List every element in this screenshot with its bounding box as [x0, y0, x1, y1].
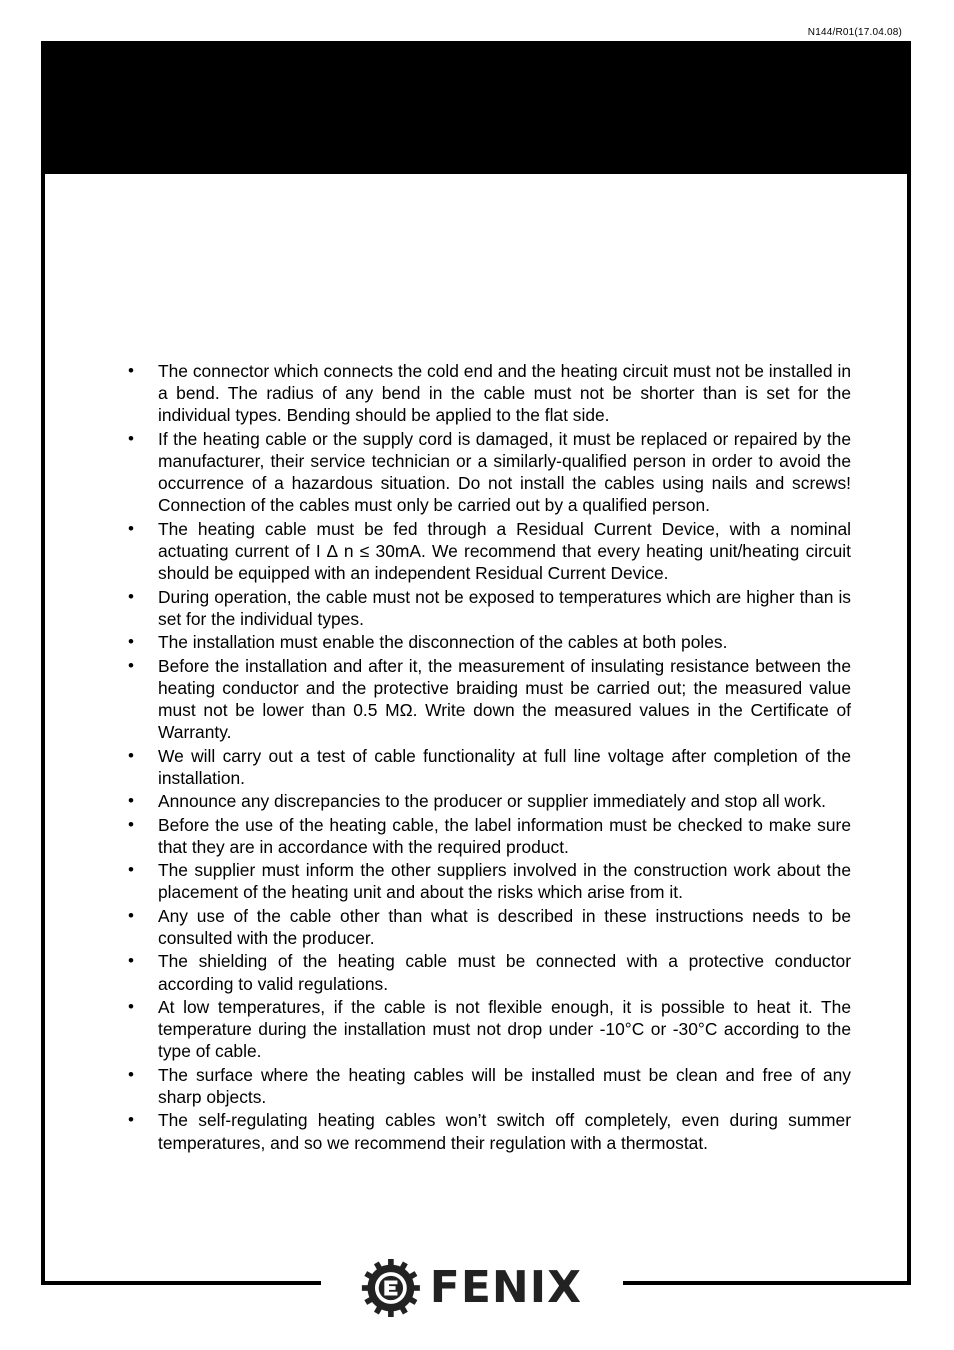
- list-item: [126, 745, 851, 789]
- list-item: [126, 996, 851, 1063]
- instruction-text: Any use of the cable other than what is described in these instructions needs to be consulted with the producer.: [158, 905, 851, 948]
- instruction-text: If the heating cable or the supply cord is damaged, it must be replaced or repaired by the manufacturer, their service technician or a similarly-qualified person in order to avoid the occurrence of a hazardous situation. Do not install the cables using nails and screws! Connection of the cables must only be carried out by a qualified person.: [158, 428, 851, 516]
- bullet: •: [128, 361, 134, 380]
- bullet: •: [128, 1110, 134, 1130]
- bullet: •: [128, 586, 134, 606]
- bullet: •: [128, 518, 134, 538]
- bullet: •: [128, 655, 134, 675]
- bullet: •: [128, 951, 134, 971]
- instruction-text: The heating cable must be fed through a Residual Current Device, with a nominal actuating current of I ∆ n ≤ 30mA. We recommend that every heating unit/heating circuit should be equipped with an independent Residual Current Device.: [158, 518, 851, 584]
- instruction-text: The supplier must inform the other suppliers involved in the construction work about the placement of the heating unit and about the risks which arise from it.: [158, 860, 851, 903]
- list-item: [126, 905, 851, 949]
- instruction-text: The surface where the heating cables will be installed must be clean and free of any sharp objects.: [158, 1064, 851, 1107]
- list-item: [126, 586, 851, 630]
- list-item: [126, 360, 851, 427]
- instruction-text: The installation must enable the disconnection of the cables at both poles.: [158, 632, 728, 653]
- bullet: •: [128, 905, 134, 925]
- bullet: •: [128, 632, 134, 652]
- fenix-logo: [360, 1254, 582, 1322]
- bullet: •: [128, 428, 134, 448]
- instruction-list: [126, 360, 851, 1155]
- instruction-text: The self-regulating heating cables won’t switch off completely, even during summer temperatures, and so we recommend their regulation with a thermostat.: [158, 1110, 851, 1153]
- bullet: •: [128, 996, 134, 1016]
- header-band: [45, 41, 907, 174]
- instruction-text: Before the installation and after it, the measurement of insulating resistance between the heating conductor and the protective braiding must be carried out; the measured value must not be lower than 0.5 MΩ. Write down the measured values in the Certificate of Warranty.: [158, 655, 851, 743]
- bullet: •: [128, 814, 134, 834]
- list-item: [126, 1109, 851, 1153]
- document-code: N144/R01(17.04.08): [807, 27, 902, 38]
- list-item: [126, 950, 851, 994]
- list-item: [126, 859, 851, 903]
- instruction-text: Before the use of the heating cable, the label information must be checked to make sure that they are in accordance with the required product.: [158, 814, 851, 857]
- list-item: [126, 655, 851, 744]
- list-item: [126, 631, 851, 653]
- instruction-text: The shielding of the heating cable must be connected with a protective conductor according to valid regulations.: [158, 951, 851, 994]
- list-item: [126, 790, 851, 812]
- instruction-text: During operation, the cable must not be exposed to temperatures which are higher than is set for the individual types.: [158, 586, 851, 629]
- brand-name: FENIX: [429, 1262, 582, 1313]
- bullet: •: [128, 1064, 134, 1084]
- list-item: [126, 814, 851, 858]
- instruction-text: Announce any discrepancies to the producer or supplier immediately and stop all work.: [158, 791, 826, 812]
- instruction-text: At low temperatures, if the cable is not flexible enough, it is possible to heat it. The temperature during the installation must not drop under -10°C or -30°C according to the type of cable.: [158, 996, 851, 1062]
- list-item: [126, 428, 851, 517]
- list-item: [126, 1064, 851, 1108]
- bullet: •: [128, 745, 134, 765]
- instruction-text: We will carry out a test of cable functionality at full line voltage after completion of the installation.: [158, 745, 851, 788]
- bullet: •: [128, 860, 134, 880]
- gear-emblem-icon: [360, 1255, 422, 1321]
- instruction-text: The connector which connects the cold end and the heating circuit must not be installed in a bend. The radius of any bend in the cable must not be shorter than is set for the individual types. Bending should be applied to the flat side.: [158, 361, 851, 426]
- bullet: •: [128, 791, 134, 811]
- list-item: [126, 518, 851, 585]
